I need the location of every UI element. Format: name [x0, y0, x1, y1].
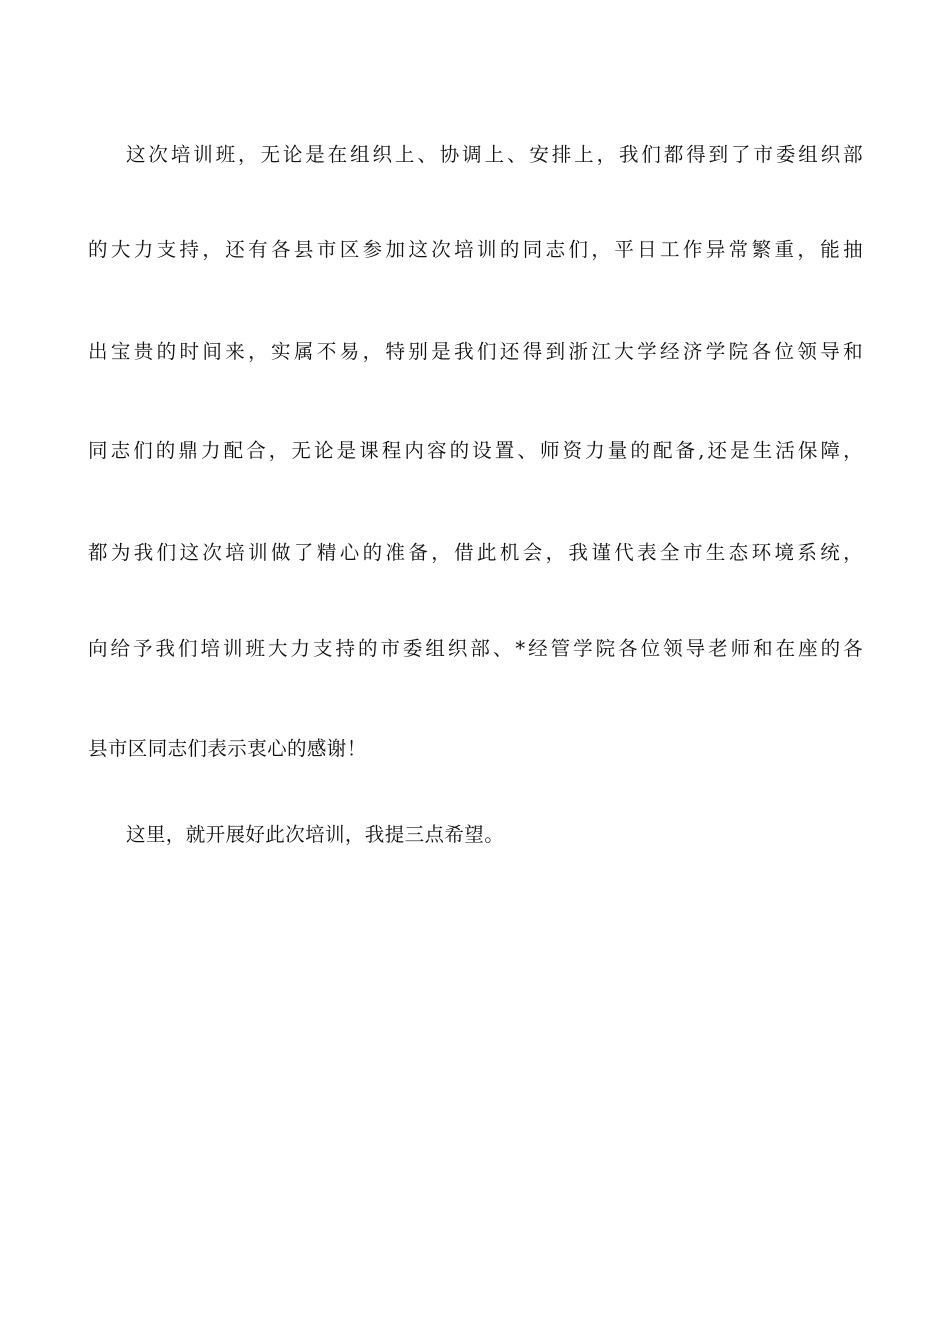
paragraph-2: 这里，就开展好此次培训，我提三点希望。: [126, 823, 505, 846]
paragraph-1-line-5: 都为我们这次培训做了精心的准备，借此机会，我谨代表全市生态环境系统，: [88, 541, 863, 564]
paragraph-1-line-4: 同志们的鼎力配合，无论是课程内容的设置、师资力量的配备,还是生活保障，: [88, 439, 863, 462]
paragraph-1-line-2: 的大力支持，还有各县市区参加这次培训的同志们，平日工作异常繁重，能抽: [88, 238, 863, 261]
paragraph-1-line-3: 出宝贵的时间来，实属不易，特别是我们还得到浙江大学经济学院各位领导和: [88, 340, 863, 363]
paragraph-1-line-6: 向给予我们培训班大力支持的市委组织部、*经管学院各位领导老师和在座的各: [88, 637, 863, 660]
paragraph-1-line-7: 县市区同志们表示衷心的感谢！: [88, 737, 367, 760]
paragraph-1-line-1: 这次培训班，无论是在组织上、协调上、安排上，我们都得到了市委组织部: [126, 143, 863, 166]
